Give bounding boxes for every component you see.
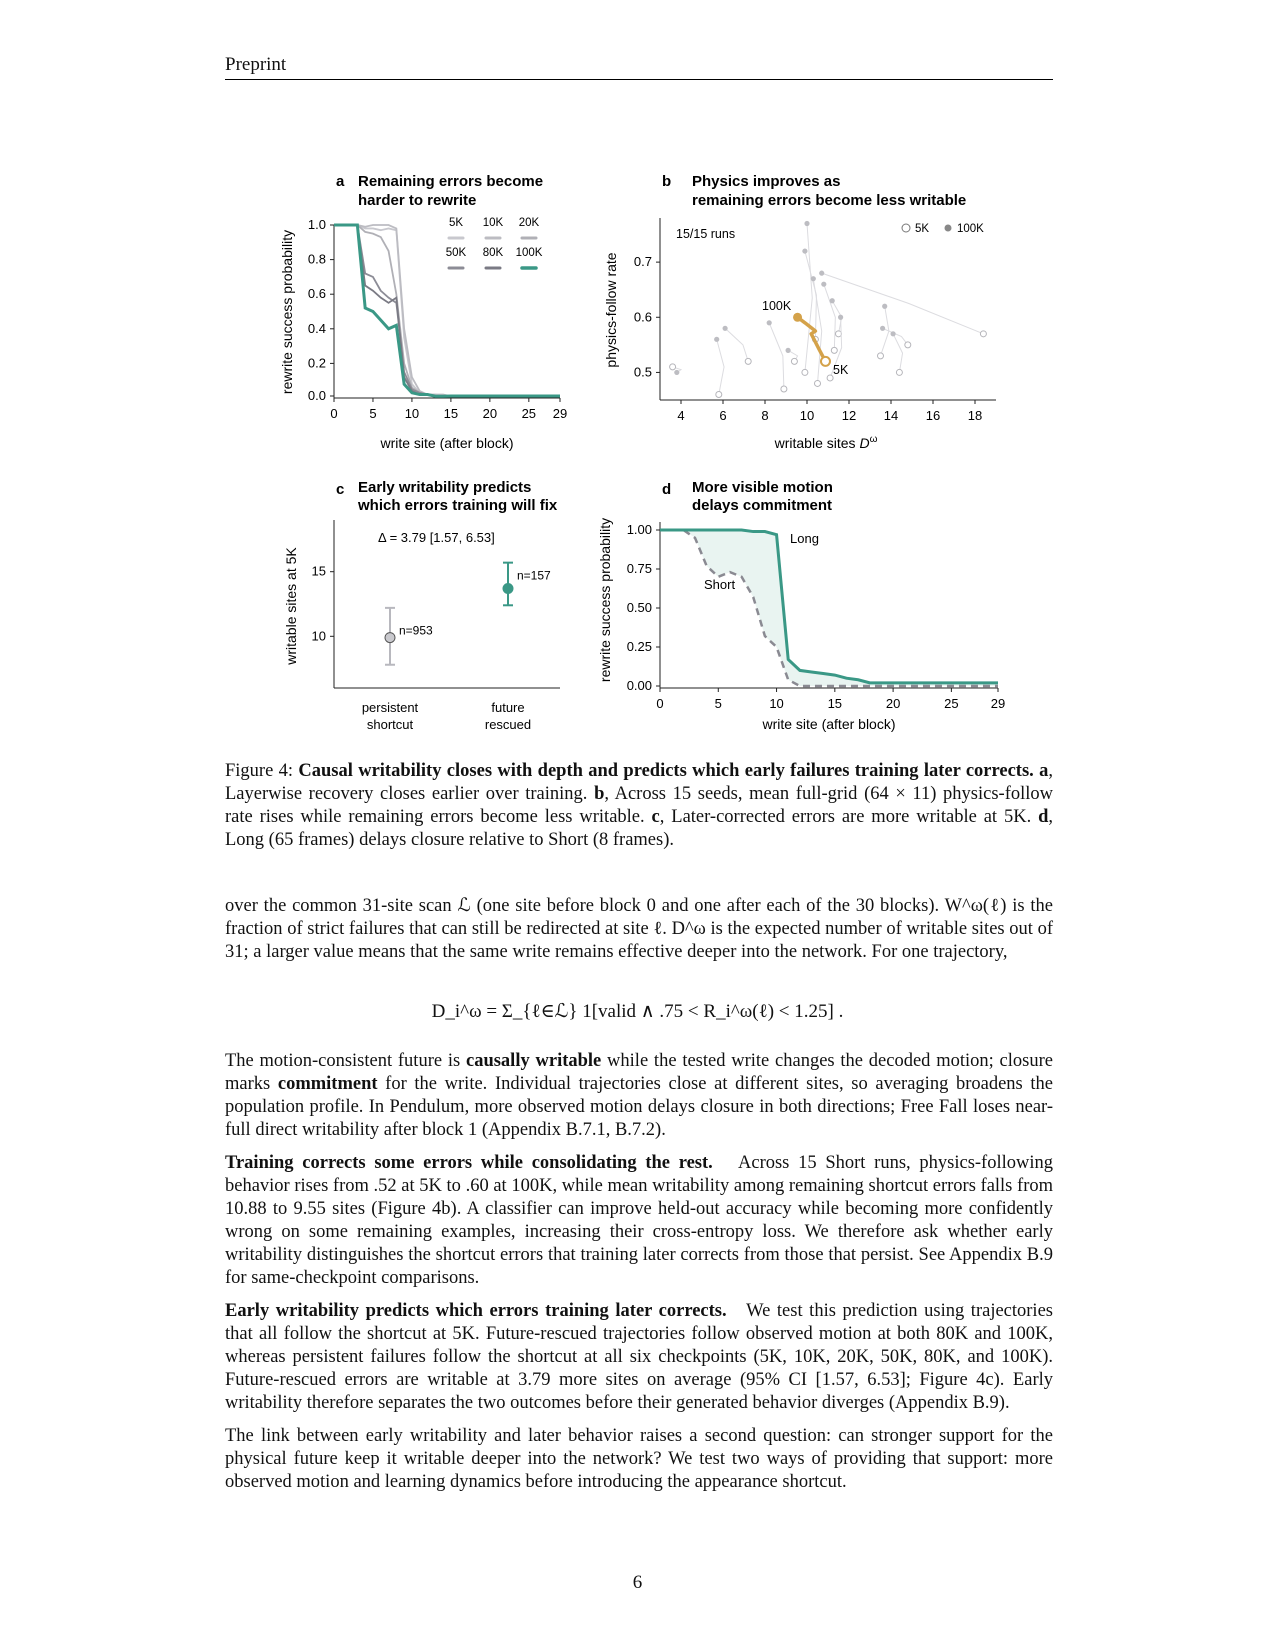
run-start-5k bbox=[980, 331, 986, 337]
xtick-label: 25 bbox=[521, 406, 537, 421]
caption-bold: Causal writability closes with depth and predicts which early failures training later corrects. bbox=[298, 761, 1034, 781]
run-start-5k bbox=[905, 342, 911, 348]
panel-c-yticks bbox=[312, 564, 334, 644]
run-start-5k bbox=[831, 347, 837, 353]
panel-c-xtick-rescued: rescued bbox=[484, 717, 532, 732]
run-end-100k bbox=[767, 320, 772, 325]
legend-5k-label: 5K bbox=[915, 223, 930, 235]
panel-b-title-line2: remaining errors become less writable bbox=[692, 192, 967, 209]
ytick-label: 1.0 bbox=[307, 217, 326, 232]
panel-b-100k-annotation: 100K bbox=[762, 299, 792, 313]
legend-100k-marker bbox=[945, 225, 952, 232]
xtick-label: 20 bbox=[885, 696, 901, 711]
mean-point bbox=[385, 633, 395, 643]
panel-c-title-line1: Early writability predicts bbox=[358, 479, 532, 496]
run-start-5k bbox=[745, 358, 751, 364]
run-start-5k bbox=[878, 353, 884, 359]
caption-c-text: , Later-corrected errors are more writable at 5K. bbox=[659, 807, 1032, 827]
run-end-100k bbox=[882, 304, 887, 309]
ytick-label: 0.4 bbox=[307, 320, 326, 336]
run-end-100k bbox=[802, 248, 807, 253]
panel-d-letter: d bbox=[662, 481, 672, 498]
caption-a-label: a bbox=[1039, 761, 1049, 781]
legend-label: 100K bbox=[515, 247, 543, 259]
run-end-100k bbox=[821, 282, 826, 287]
panel-b-xlabel: writable sites $D^\omega$ bbox=[774, 434, 878, 451]
legend-100k-label: 100K bbox=[957, 223, 984, 235]
paragraph-5: The link between early writability and later behavior raises a second question: can stronger support for the physical future keep it writable deeper into the network? We test two ways of providing that support: more observed motion and learning dynamics before introducing the appearance shortcut. bbox=[225, 1426, 1053, 1492]
panel-d-title-line2: delays commitment bbox=[692, 497, 833, 514]
ytick-label: 1.00 bbox=[626, 522, 652, 537]
panel-d-title-line1: More visible motion bbox=[692, 479, 833, 496]
n-label: n=157 bbox=[517, 568, 551, 583]
ytick-label: 0.00 bbox=[626, 678, 652, 693]
ytick-label: 0.5 bbox=[633, 364, 652, 380]
paragraph-3-title: Training corrects some errors while consolidating the rest. bbox=[225, 1153, 713, 1173]
gap-area bbox=[660, 530, 998, 686]
panel-d-xticks bbox=[656, 688, 1005, 711]
xtick-label: 18 bbox=[967, 408, 983, 423]
mean-point bbox=[503, 583, 513, 593]
panel-c-ylabel: writable sites at 5K bbox=[283, 547, 299, 665]
legend-5k-marker bbox=[902, 224, 910, 232]
panel-b bbox=[603, 173, 996, 451]
panel-b-title-line1: Physics improves as bbox=[692, 173, 841, 190]
panel-b-letter: b bbox=[662, 173, 672, 190]
paragraph-4: Early writability predicts which errors training later corrects. We test this prediction using trajectories that all follow the shortcut at 5K. Future-rescued trajectories follow observed motion at both 80K and 100K, whereas persistent failures follow the shortcut at all six checkpoints (5K, 10K, 20K, 50K, 80K, and 100K). Future-rescued errors are writable at 3.79 more sites on average (95% CI [1.57, 6.53]; Figure 4c). Early writability therefore separates the two outcomes before their generated behavior diverges (Appendix B.9). bbox=[225, 1301, 1053, 1413]
panel-b-mean-path bbox=[793, 313, 830, 366]
panel-a-xticks bbox=[330, 398, 567, 421]
run-trajectory bbox=[824, 284, 836, 350]
run-trajectory bbox=[883, 328, 908, 345]
panel-c-xtick-shortcut: shortcut bbox=[366, 717, 414, 732]
caption-c-label: c bbox=[651, 807, 660, 827]
panel-a-title-line2: harder to rewrite bbox=[358, 192, 477, 209]
panel-d-lines bbox=[660, 530, 998, 686]
panel-b-yticks bbox=[634, 254, 660, 379]
paragraph-2: The motion-consistent future is causally writable while the tested write changes the decoded motion; closure marks commitment for the write. Individual trajectories close at different sites, so averaging broadens the population profile. In Pendulum, more observed motion delays closure in both directions; Free Fall loses near-full direct writability after block 1 (Appendix B.7.1, B.7.2). bbox=[225, 1051, 1053, 1140]
run-start-5k bbox=[670, 364, 676, 370]
panel-b-runs bbox=[670, 221, 987, 398]
page-number: 6 bbox=[632, 1572, 643, 1593]
xtick-label: 29 bbox=[552, 406, 568, 421]
run-end-100k bbox=[811, 276, 816, 281]
ytick-label: 0.50 bbox=[626, 600, 652, 615]
run-end-100k bbox=[804, 221, 809, 226]
mean-100k-marker bbox=[793, 313, 802, 322]
paragraph-3: Training corrects some errors while consolidating the rest. Across 15 Short runs, physics-following behavior rises from .52 at 5K to .60 at 100K, while mean writability among remaining shortcut errors falls from 10.88 to 9.55 sites (Figure 4b). A classifier can improve held-out accuracy while becoming more confidently wrong on some remaining examples, increasing their cross-entropy loss. We therefore ask whether early writability distinguishes the shortcut errors that training later corrects from those that persist. See Appendix B.9 for same-checkpoint comparisons. bbox=[225, 1153, 1054, 1288]
panel-c-delta-annotation: Δ = 3.79 [1.57, 6.53] bbox=[378, 530, 495, 545]
panel-a-letter: a bbox=[336, 173, 345, 190]
figure-4 bbox=[0, 0, 1275, 740]
paragraph-4-title: Early writability predicts which errors training later corrects. bbox=[225, 1301, 727, 1321]
run-trajectory bbox=[881, 306, 889, 356]
panel-a-yticks bbox=[308, 217, 334, 403]
panel-c-xtick-persistent: persistent bbox=[361, 700, 419, 715]
panel-d-ylabel: rewrite success probability bbox=[597, 517, 613, 683]
panel-b-ylabel: physics-follow rate bbox=[603, 252, 619, 368]
panel-a-title-line1: Remaining errors become bbox=[358, 173, 544, 190]
ytick-label: 10 bbox=[311, 628, 326, 644]
xtick-label: 15 bbox=[827, 696, 843, 711]
legend-label: 20K bbox=[518, 217, 540, 229]
xtick-label: 16 bbox=[925, 408, 941, 423]
paragraph-1: over the common 31-site scan ℒ (one site before block 0 and one after each of the 30 blocks). W^ω(ℓ) is the fraction of strict failures that can still be redirected at site ℓ. D^ω is the expected number of writable sites out of 31; a larger value means that the same write remains effective deeper into the network. For one trajectory, bbox=[225, 896, 1053, 962]
run-start-5k bbox=[791, 358, 797, 364]
panel-d bbox=[597, 479, 1005, 732]
equation-d-omega: D_i^ω = Σ_{ℓ∈ℒ} 1[valid ∧ .75 < R_i^ω(ℓ) < 1.25] . bbox=[431, 1001, 844, 1022]
caption-d-text: , Long (65 frames) delays closure relative to Short (8 frames). bbox=[225, 807, 1054, 850]
panel-c-points bbox=[385, 563, 551, 665]
run-end-100k bbox=[723, 326, 728, 331]
panel-a-xlabel: write site (after block) bbox=[380, 435, 514, 451]
run-end-100k bbox=[714, 337, 719, 342]
ytick-label: 15 bbox=[311, 563, 326, 579]
panel-d-short-label: Short bbox=[704, 577, 736, 592]
xtick-label: 10 bbox=[799, 408, 815, 423]
run-start-5k bbox=[716, 391, 722, 397]
panel-b-legend bbox=[902, 223, 984, 235]
panel-b-xticks bbox=[677, 400, 982, 423]
xtick-label: 15 bbox=[443, 406, 459, 421]
xtick-label: 14 bbox=[883, 408, 899, 423]
panel-b-5k-annotation: 5K bbox=[833, 363, 849, 377]
xtick-label: 5 bbox=[369, 406, 377, 421]
ytick-label: 0.7 bbox=[633, 254, 652, 270]
xtick-label: 10 bbox=[769, 696, 784, 711]
run-end-100k bbox=[891, 331, 896, 336]
run-start-5k bbox=[802, 369, 808, 375]
xtick-label: 20 bbox=[482, 406, 498, 421]
running-header: Preprint bbox=[225, 54, 1053, 80]
ytick-label: 0.25 bbox=[626, 639, 652, 654]
xtick-label: 25 bbox=[944, 696, 959, 711]
xtick-label: 6 bbox=[719, 408, 727, 423]
caption-b-label: b bbox=[594, 784, 605, 804]
run-trajectory bbox=[822, 273, 984, 334]
ytick-label: 0.75 bbox=[626, 561, 652, 576]
xtick-label: 10 bbox=[404, 406, 420, 421]
legend-label: 50K bbox=[445, 247, 467, 259]
run-trajectory bbox=[893, 334, 902, 373]
panel-b-runs-annotation: 15/15 runs bbox=[676, 227, 736, 241]
caption-label: Figure 4: bbox=[225, 761, 294, 781]
panel-a-ylabel: rewrite success probability bbox=[279, 229, 295, 395]
legend-label: 5K bbox=[448, 217, 464, 229]
xtick-label: 4 bbox=[677, 408, 685, 423]
n-label: n=953 bbox=[399, 623, 433, 638]
legend-label: 80K bbox=[482, 247, 504, 259]
panel-c-xtick-future: future bbox=[491, 700, 525, 715]
panel-d-yticks bbox=[627, 522, 660, 693]
run-end-100k bbox=[786, 348, 791, 353]
ytick-label: 0.0 bbox=[307, 388, 326, 403]
ytick-label: 0.6 bbox=[307, 286, 326, 302]
xtick-label: 0 bbox=[656, 696, 664, 711]
run-start-5k bbox=[896, 369, 902, 375]
figure-caption bbox=[225, 760, 1053, 852]
run-end-100k bbox=[819, 271, 824, 276]
run-end-100k bbox=[838, 315, 843, 320]
ytick-label: 0.8 bbox=[307, 251, 326, 267]
xtick-label: 8 bbox=[761, 408, 769, 423]
xtick-label: 29 bbox=[990, 696, 1006, 711]
body-text bbox=[225, 1050, 1053, 1504]
run-end-100k bbox=[880, 326, 885, 331]
run-trajectory bbox=[725, 328, 748, 361]
panel-c bbox=[283, 479, 560, 732]
ytick-label: 0.6 bbox=[633, 309, 652, 325]
panel-c-title-line2: which errors training will fix bbox=[358, 497, 558, 514]
run-trajectory bbox=[769, 323, 784, 389]
run-start-5k bbox=[781, 386, 787, 392]
run-end-100k bbox=[674, 370, 679, 375]
panel-c-letter: c bbox=[336, 481, 345, 498]
panel-a bbox=[279, 173, 567, 451]
caption-d-label: d bbox=[1038, 807, 1049, 827]
xtick-label: 12 bbox=[841, 408, 857, 423]
xtick-label: 0 bbox=[330, 406, 338, 421]
run-trajectory bbox=[805, 224, 812, 373]
run-end-100k bbox=[830, 298, 835, 303]
panel-a-legend bbox=[446, 217, 543, 268]
ytick-label: 0.2 bbox=[307, 355, 326, 371]
caption-a-text: , Layerwise recovery closes earlier over training. bbox=[225, 761, 1053, 804]
mean-5k-marker bbox=[821, 357, 830, 366]
panel-d-xlabel: write site (after block) bbox=[762, 716, 896, 732]
legend-label: 10K bbox=[482, 217, 504, 229]
run-trajectory bbox=[717, 339, 724, 394]
caption-b-text: , Across 15 seeds, mean full-grid (64 × 11) physics-follow rate rises while remaining errors become less writable. bbox=[225, 784, 1054, 827]
xtick-label: 5 bbox=[714, 696, 722, 711]
panel-d-long-label: Long bbox=[790, 531, 819, 546]
run-start-5k bbox=[815, 380, 821, 386]
